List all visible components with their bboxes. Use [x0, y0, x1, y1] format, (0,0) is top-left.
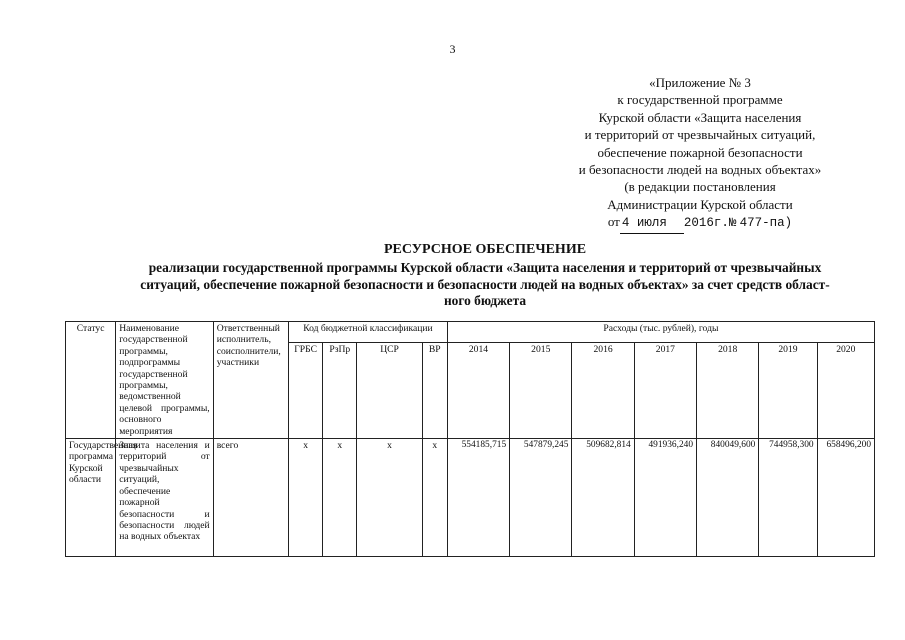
appendix-line: «Приложение № 3 [649, 75, 751, 90]
header-csr: ЦСР [357, 343, 422, 439]
header-status: Статус [66, 322, 116, 439]
appendix-header [545, 74, 855, 234]
appendix-line: и территорий от чрезвычайных ситуаций, [584, 127, 816, 143]
header-year: 2015 [510, 343, 572, 439]
cell-csr: х [357, 439, 422, 557]
appendix-line: к государственной программе [617, 92, 783, 108]
header-year: 2020 [817, 343, 874, 439]
appendix-line: и безопасности людей на водных объектах» [578, 162, 822, 178]
cell-grbs: х [289, 439, 323, 557]
cell-value: 658496,200 [817, 439, 874, 557]
header-year: 2017 [634, 343, 696, 439]
header-executor: Ответственный исполнитель, соисполнители, участники [213, 322, 288, 439]
header-grbs: ГРБС [289, 343, 323, 439]
table-row [66, 439, 875, 557]
cell-value: 840049,600 [697, 439, 759, 557]
document-title [95, 242, 875, 310]
appendix-line: (в редакции постановления [624, 179, 776, 195]
cell-value: 547879,245 [510, 439, 572, 557]
cell-value: 744958,300 [759, 439, 817, 557]
header-vr: ВР [422, 343, 447, 439]
cell-rzpr: х [323, 439, 357, 557]
date-fill: 4 июля [620, 215, 684, 233]
cell-value: 509682,814 [572, 439, 634, 557]
date-prefix: от [607, 214, 620, 230]
page-number: 3 [449, 42, 456, 56]
subtitle-line: ситуаций, обеспечение пожарной безопасности и безопасности людей на водных объектах» за счет средств област- [140, 276, 830, 292]
header-rzpr: РзПр [323, 343, 357, 439]
resource-table [65, 321, 875, 557]
header-budget-code: Код бюджетной классификации [289, 322, 448, 343]
table-header-row [66, 322, 875, 343]
header-name: Наименование государственной программы, подпрограммы государственной программы, ведомственной целевой программы, основного мероприятия [116, 322, 213, 439]
number-label: № [728, 216, 737, 231]
header-expenses: Расходы (тыс. рублей), годы [447, 322, 874, 343]
header-year: 2019 [759, 343, 817, 439]
header-year: 2014 [447, 343, 509, 439]
appendix-line: обеспечение пожарной безопасности [597, 144, 803, 160]
number-fill: 477-па) [739, 216, 793, 231]
cell-vr: х [422, 439, 447, 557]
cell-value: 554185,715 [447, 439, 509, 557]
cell-executor: всего [213, 439, 288, 557]
subtitle-line: реализации государственной программы Курской области «Защита населения и территорий от чрезвычайных [148, 260, 822, 276]
cell-status: Государственная программа Курской области [66, 439, 116, 557]
cell-name: Защита населения и территорий от чрезвычайных ситуаций, обеспечение пожарной безопасности и безопасности людей на водных объектах [116, 439, 213, 557]
resolution-date-line [545, 213, 855, 233]
header-year: 2016 [572, 343, 634, 439]
appendix-line: Администрации Курской области [607, 196, 793, 212]
header-year: 2018 [697, 343, 759, 439]
date-year: 2016г. [683, 216, 729, 231]
subtitle-line: ного бюджета [443, 293, 527, 309]
main-title: РЕСУРСНОЕ ОБЕСПЕЧЕНИЕ [383, 242, 587, 257]
appendix-line: Курской области «Защита населения [598, 109, 802, 125]
cell-value: 491936,240 [634, 439, 696, 557]
